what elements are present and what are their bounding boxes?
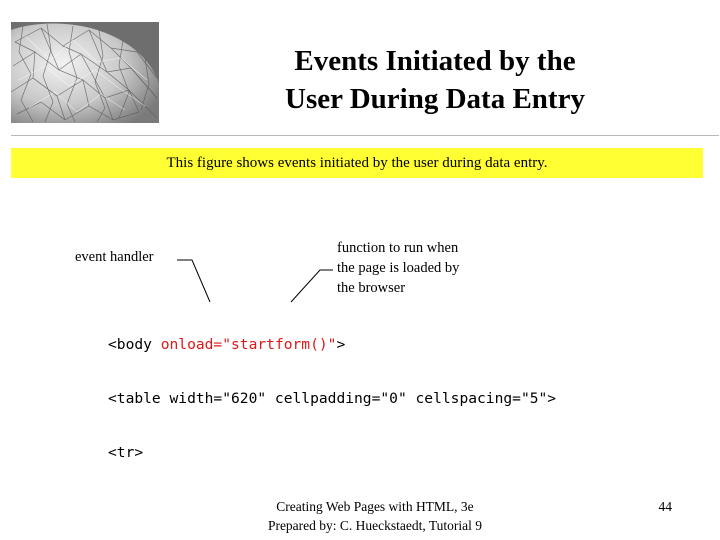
slide-title-line-2: User During Data Entry (285, 83, 585, 115)
code-onload-attribute: onload="startform()" (160, 336, 337, 353)
code-sample (108, 300, 556, 498)
footer-line-2: Prepared by: C. Hueckstaedt, Tutorial 9 (267, 518, 483, 533)
function-callout-line-2: the page is loaded by (337, 260, 460, 276)
function-leader-line (291, 270, 333, 302)
title-divider (11, 135, 719, 136)
footer-line-1: Creating Web Pages with HTML, 3e (276, 499, 474, 514)
wireframe-photo-image (11, 22, 159, 123)
slide-footer (230, 497, 520, 535)
function-callout (337, 238, 507, 298)
code-body-tag-open: <body (108, 336, 161, 353)
code-line-table: <table width="620" cellpadding="0" cellspacing="5"> (108, 390, 557, 407)
function-callout-line-1: function to run when (337, 240, 459, 256)
code-body-tag-close: > (336, 336, 346, 353)
code-line-body (108, 336, 556, 354)
figure-caption-bar (11, 148, 703, 178)
page-number: 44 (658, 499, 672, 514)
event-handler-leader-line (177, 260, 210, 302)
function-callout-line-3: the browser (337, 280, 406, 296)
slide-title-line-1: Events Initiated by the (294, 45, 576, 77)
figure-caption: This figure shows events initiated by the user during data entry. (166, 155, 548, 171)
code-line-tr: <tr> (108, 444, 144, 461)
event-handler-callout: event handler (75, 249, 154, 265)
slide-title (240, 42, 630, 118)
